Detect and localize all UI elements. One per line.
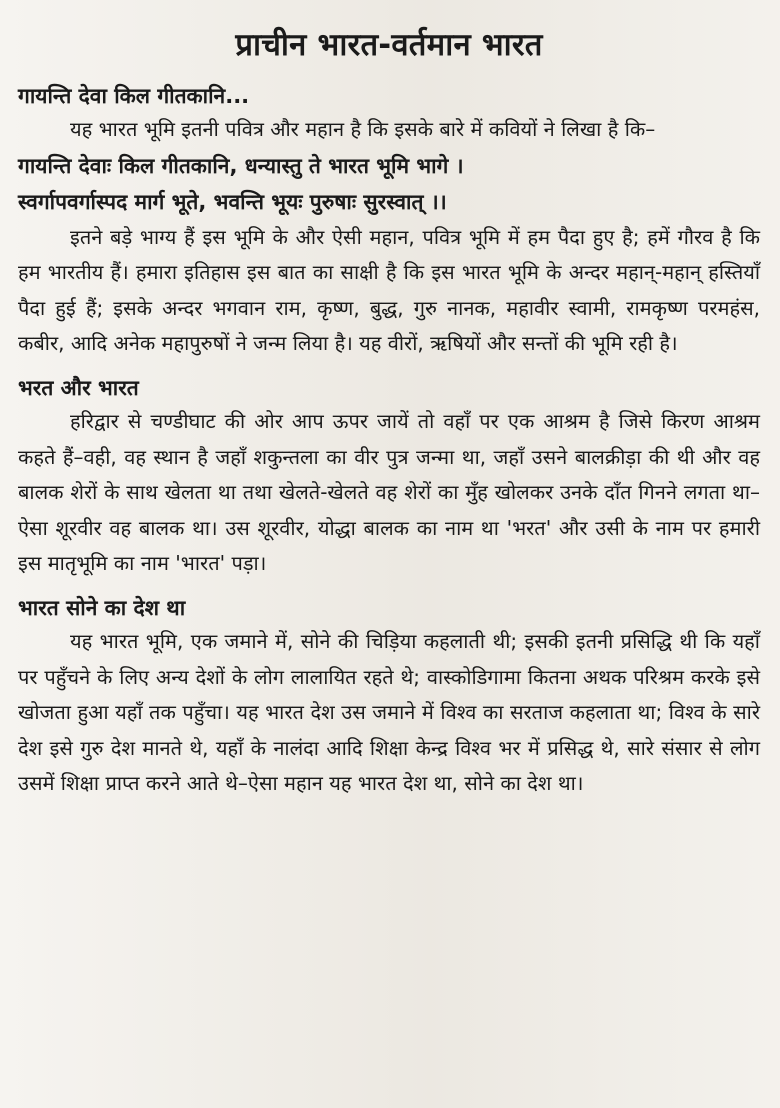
page-title: प्राचीन भारत-वर्तमान भारत (235, 27, 543, 63)
verse-line-1: गायन्ति देवाः किल गीतकानि, धन्यास्तु ते भारत भूमि भागे । (18, 153, 464, 178)
section-heading-bharat: भरत और भारत (18, 375, 139, 400)
section-heading-gayanti: गायन्ति देवा किल गीतकानि... (18, 84, 250, 108)
paragraph-golden: यह भारत भूमि, एक जमाने में, सोने की चिड़िया कहलाती थी; इसकी इतनी प्रसिद्धि थी कि यहाँ पर पहुँचने के लिए अन्य देशों के लोग लालायित रहते थे; वास्कोडिगामा कितना अथक परिश्रम करके इसे खोजता हुआ यहाँ तक पहुँचा। यह भारत देश उस जमाने में विश्व का सरताज कहलाता था; विश्व के सारे देश इसे गुरु देश मानते थे, यहाँ के नालंदा आदि शिक्षा केन्द्र विश्व भर में प्रसिद्ध थे, सारे संसार से लोग उसमें शिक्षा प्राप्त करने आते थे–ऐसा महान यह भारत देश था, सोने का देश था। (18, 628, 760, 796)
section-heading-golden: भारत सोने का देश था (18, 595, 186, 620)
paragraph-greatness: इतने बड़े भाग्य हैं इस भूमि के और ऐसी महान, पवित्र भूमि में हम पैदा हुए है; हमें गौरव है कि हम भारतीय हैं। हमारा इतिहास इस बात का साक्षी है कि इस भारत भूमि के अन्दर महान्-महान् हस्तियाँ पैदा हुई हैं; इसके अन्दर भगवान राम, कृष्ण, बुद्ध, गुरु नानक, महावीर स्वामी, रामकृष्ण परमहंस, कबीर, आदि अनेक महापुरुषों ने जन्म लिया है। यह वीरों, ऋषियों और सन्तों की भूमि रही है। (18, 224, 760, 356)
verse-line-2: स्वर्गापवर्गास्पद मार्ग भूते, भवन्ति भूयः पुरुषाः सुरस्वात् ।। (18, 189, 447, 214)
paragraph-bharat: हरिद्वार से चण्डीघाट की ओर आप ऊपर जायें तो वहाँ पर एक आश्रम है जिसे किरण आश्रम कहते हैं–वही, वह स्थान है जहाँ शकुन्तला का वीर पुत्र जन्मा था, जहाँ उसने बालक्रीड़ा की थी और वह बालक शेरों के साथ खेलता था तथा खेलते-खेलते वह शेरों का मुँह खोलकर उनके दाँत गिनने लगता था–ऐसा शूरवीर वह बालक था। उस शूरवीर, योद्धा बालक का नाम था 'भरत' और उसी के नाम पर हमारी इस मातृभूमि का नाम 'भारत' पड़ा। (18, 408, 760, 576)
intro-paragraph: यह भारत भूमि इतनी पवित्र और महान है कि इसके बारे में कवियों ने लिखा है कि– (70, 117, 656, 141)
